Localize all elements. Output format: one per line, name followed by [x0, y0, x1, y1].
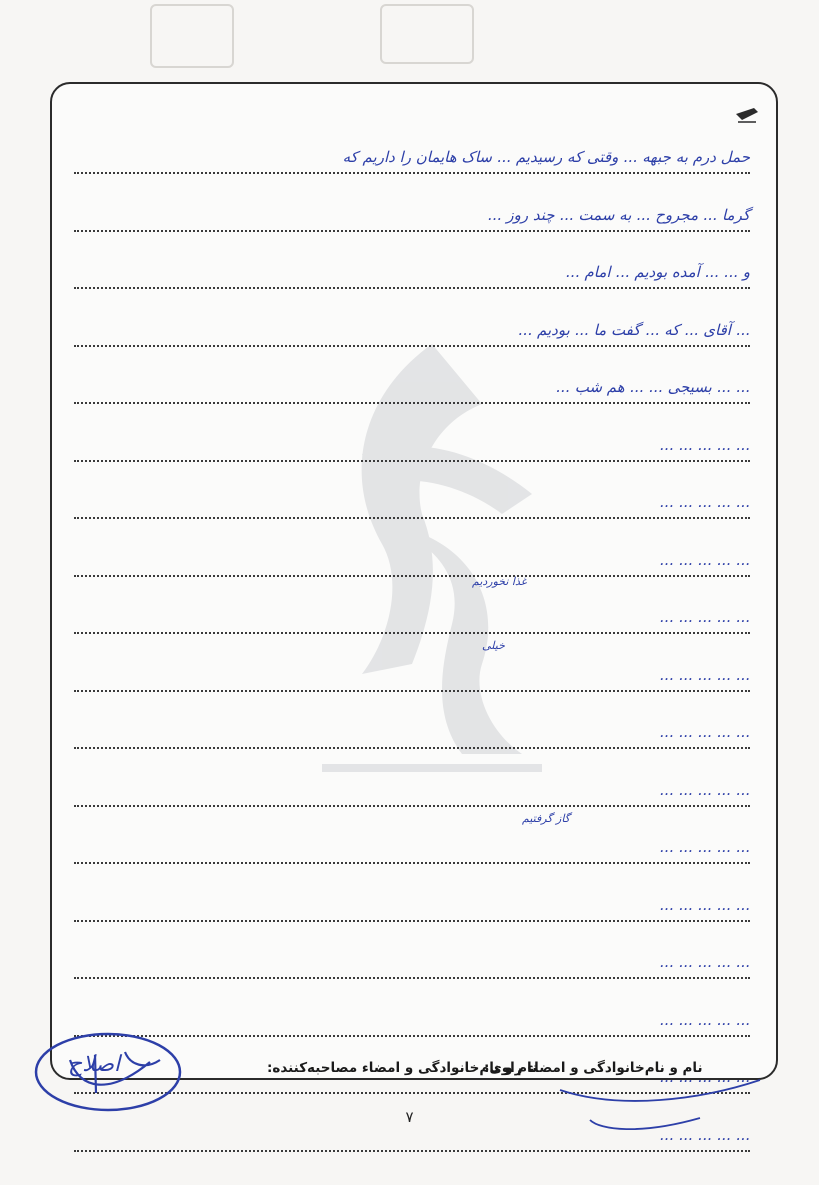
handwritten-line: ... ... ... ... ...: [659, 665, 750, 684]
rule-line: [74, 287, 750, 289]
document-frame: [50, 82, 778, 1144]
handwritten-line: ... ... ... ... ...: [659, 895, 750, 914]
rule-line: [74, 230, 750, 232]
handwritten-line: ... ... ... ... ...: [659, 953, 750, 971]
stamp-ghost-left: [150, 4, 234, 68]
page-number: ۷: [405, 1108, 414, 1126]
stamp-ghost-right: [380, 4, 474, 64]
rule-line: [74, 747, 750, 749]
handwritten-line: ... ... ... ... ...: [659, 608, 750, 626]
handwritten-line: ... ... ... ... ...: [659, 723, 750, 741]
rule-line: [74, 690, 750, 692]
rule-line: [74, 172, 750, 174]
handwritten-line: ... ... ... ... ...: [659, 1125, 750, 1144]
rule-line: [74, 345, 750, 347]
handwritten-line: حمل درم به جبهه ... وقتی که رسیدیم ... ساک هایمان را داریم که: [342, 148, 750, 166]
handwritten-line: ... ... ... ... ...: [659, 435, 750, 454]
handwritten-line: ... ... ... ... ...: [659, 780, 750, 799]
rule-line: [74, 805, 750, 807]
handwritten-line: ... ... بسیجی ... ... هم شب ...: [555, 378, 750, 396]
rule-line: [74, 402, 750, 404]
handwritten-line: ... ... ... ... ...: [659, 1010, 750, 1029]
rule-line: [74, 632, 750, 634]
handwritten-line: ... ... ... ... ...: [659, 493, 750, 511]
rule-line: [74, 575, 750, 577]
interviewer-label: نام و نام‌خانوادگی و امضاء مصاحبه‌کننده:: [267, 1060, 538, 1076]
narrator-label: نام و نام‌خانوادگی و امضاء راوی:: [484, 1060, 703, 1076]
rule-line: [74, 920, 750, 922]
rule-line: [74, 1150, 750, 1152]
handwritten-line: گرما ... مجروح ... به سمت ... چند روز ...: [487, 205, 750, 224]
interlinear-note: گاز گرفتیم: [522, 812, 570, 825]
rule-line: [74, 517, 750, 519]
interlinear-note: غذا نخوردیم: [472, 575, 527, 588]
rule-line: [74, 977, 750, 979]
handwritten-line: و ... ... آمده بودیم ... امام ...: [565, 263, 750, 281]
rule-line: [74, 1092, 750, 1094]
rule-line: [74, 460, 750, 462]
signature-text: اصلاح: [68, 1052, 121, 1077]
interlinear-note: خیلی: [482, 639, 505, 652]
rule-line: [74, 862, 750, 864]
rule-line: [74, 1035, 750, 1037]
handwritten-line: ... ... ... ... ...: [659, 1068, 750, 1086]
handwritten-line: ... ... ... ... ...: [659, 550, 750, 569]
handwritten-line: ... ... ... ... ...: [659, 838, 750, 856]
handwritten-line: ... آقای ... که ... گفت ما ... بودیم ...: [517, 320, 750, 339]
